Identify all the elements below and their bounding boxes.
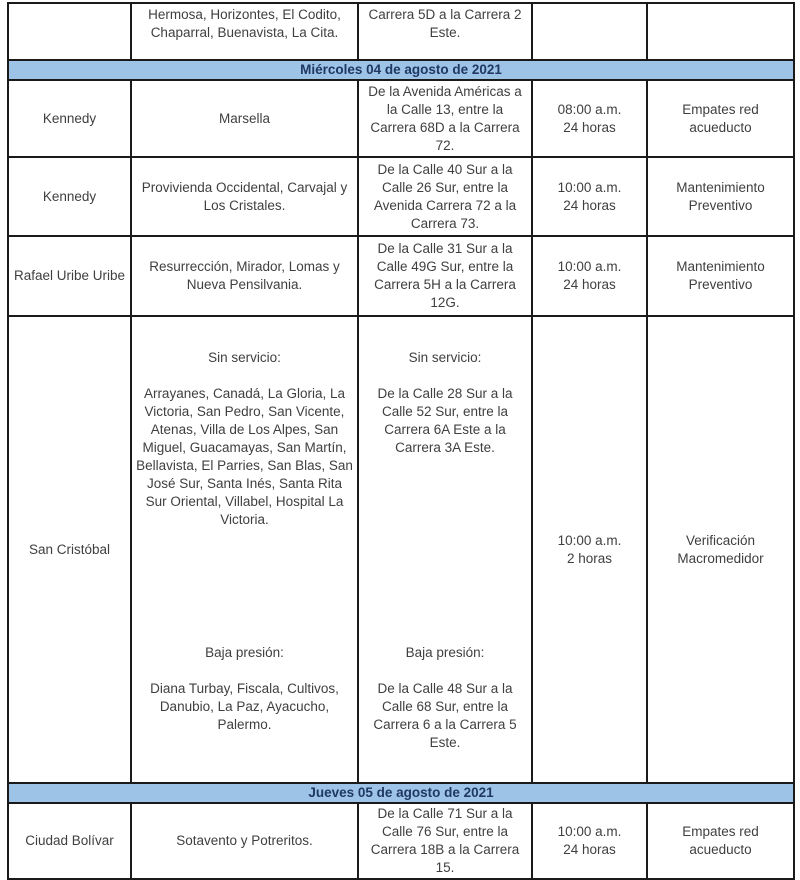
- locality-cell: [8, 3, 131, 60]
- locality-cell: Kennedy: [8, 157, 131, 236]
- addresses-cell: [358, 316, 532, 783]
- no-service-label: Sin servicio:: [408, 350, 482, 365]
- addresses-content: [363, 319, 527, 780]
- time-cell: [532, 80, 647, 157]
- work-type-cell: Verificación Macromedidor: [647, 316, 794, 783]
- table-row: [8, 783, 794, 803]
- time-start: 10:00 a.m.: [557, 532, 622, 548]
- time-duration: 24 horas: [563, 119, 616, 135]
- work-type-cell: [647, 3, 794, 60]
- low-pressure-neighborhood-list: Diana Turbay, Fiscala, Cultivos, Danubio, La Paz, Ayacucho, Palermo.: [150, 681, 339, 732]
- neighborhoods-content: [136, 319, 353, 780]
- addresses-cell: De la Calle 40 Sur a la Calle 26 Sur, entre la Avenida Carrera 72 a la Carrera 73.: [358, 157, 532, 236]
- time-cell: [532, 803, 647, 879]
- addresses-cell: De la Calle 31 Sur a la Calle 49G Sur, entre la Carrera 5H a la Carrera 12G.: [358, 236, 532, 316]
- locality-cell: Rafael Uribe Uribe: [8, 236, 131, 316]
- locality-cell: Ciudad Bolívar: [8, 803, 131, 879]
- table-row: [8, 80, 794, 157]
- time-cell: [532, 3, 647, 60]
- work-type-cell: Mantenimiento Preventivo: [647, 236, 794, 316]
- table-row: [8, 236, 794, 316]
- locality-cell: San Cristóbal: [8, 316, 131, 783]
- table-row: [8, 60, 794, 80]
- table-row: [8, 157, 794, 236]
- addresses-cell: De la Avenida Américas a la Calle 13, entre la Carrera 68D a la Carrera 72.: [358, 80, 532, 157]
- low-pressure-label: Baja presión:: [205, 645, 284, 660]
- service-interruption-table: [7, 2, 795, 880]
- work-type-cell: Empates red acueducto: [647, 80, 794, 157]
- addresses-cell: Carrera 5D a la Carrera 2 Este.: [358, 3, 532, 60]
- table-row: [8, 803, 794, 879]
- time-start: 10:00 a.m.: [557, 824, 622, 839]
- date-band-miercoles: Miércoles 04 de agosto de 2021: [8, 60, 794, 80]
- no-service-block: [136, 349, 353, 529]
- time-duration: 24 horas: [563, 197, 616, 213]
- no-service-block: [363, 349, 527, 457]
- low-pressure-block: [363, 644, 527, 752]
- time-cell: [532, 236, 647, 316]
- time-duration: 2 horas: [566, 550, 613, 566]
- low-pressure-label: Baja presión:: [405, 645, 485, 660]
- time-cell: [532, 316, 647, 783]
- time-start: 10:00 a.m.: [557, 179, 622, 195]
- neighborhoods-cell: Provivienda Occidental, Carvajal y Los Cristales.: [131, 157, 358, 236]
- low-pressure-address-range: De la Calle 48 Sur a la Calle 68 Sur, entre la Carrera 6 a la Carrera 5 Este.: [373, 681, 517, 750]
- date-band-jueves: Jueves 05 de agosto de 2021: [8, 783, 794, 803]
- neighborhoods-cell: Marsella: [131, 80, 358, 157]
- no-service-address-range: De la Calle 28 Sur a la Calle 52 Sur, entre la Carrera 6A Este a la Carrera 3A Este.: [377, 386, 513, 455]
- time-duration: 24 horas: [563, 277, 616, 292]
- low-pressure-block: [136, 644, 353, 734]
- no-service-label: Sin servicio:: [208, 350, 281, 365]
- addresses-cell: De la Calle 71 Sur a la Calle 76 Sur, entre la Carrera 18B a la Carrera 15.: [358, 803, 532, 879]
- time-start: 10:00 a.m.: [557, 259, 622, 274]
- time-start: 08:00 a.m.: [557, 101, 622, 117]
- locality-cell: Kennedy: [8, 80, 131, 157]
- time-cell: [532, 157, 647, 236]
- time-duration: 24 horas: [563, 842, 616, 857]
- neighborhoods-cell: [131, 316, 358, 783]
- neighborhoods-cell: Resurrección, Mirador, Lomas y Nueva Pensilvania.: [131, 236, 358, 316]
- table-row: [8, 3, 794, 60]
- neighborhoods-cell: Hermosa, Horizontes, El Codito, Chaparral, Buenavista, La Cita.: [131, 3, 358, 60]
- table-row: [8, 316, 794, 783]
- work-type-cell: Mantenimiento Preventivo: [647, 157, 794, 236]
- work-type-cell: Empates red acueducto: [647, 803, 794, 879]
- no-service-neighborhood-list: Arrayanes, Canadá, La Gloria, La Victoria, San Pedro, San Vicente, Atenas, Villa de Los Alpes, San Miguel, Guacamayas, San Martín, Bellavista, El Parries, San Blas, San José Sur, Santa Inés, Santa Rita Sur Oriental, Villabel, Hospital La Victoria.: [136, 386, 353, 527]
- neighborhoods-cell: Sotavento y Potreritos.: [131, 803, 358, 879]
